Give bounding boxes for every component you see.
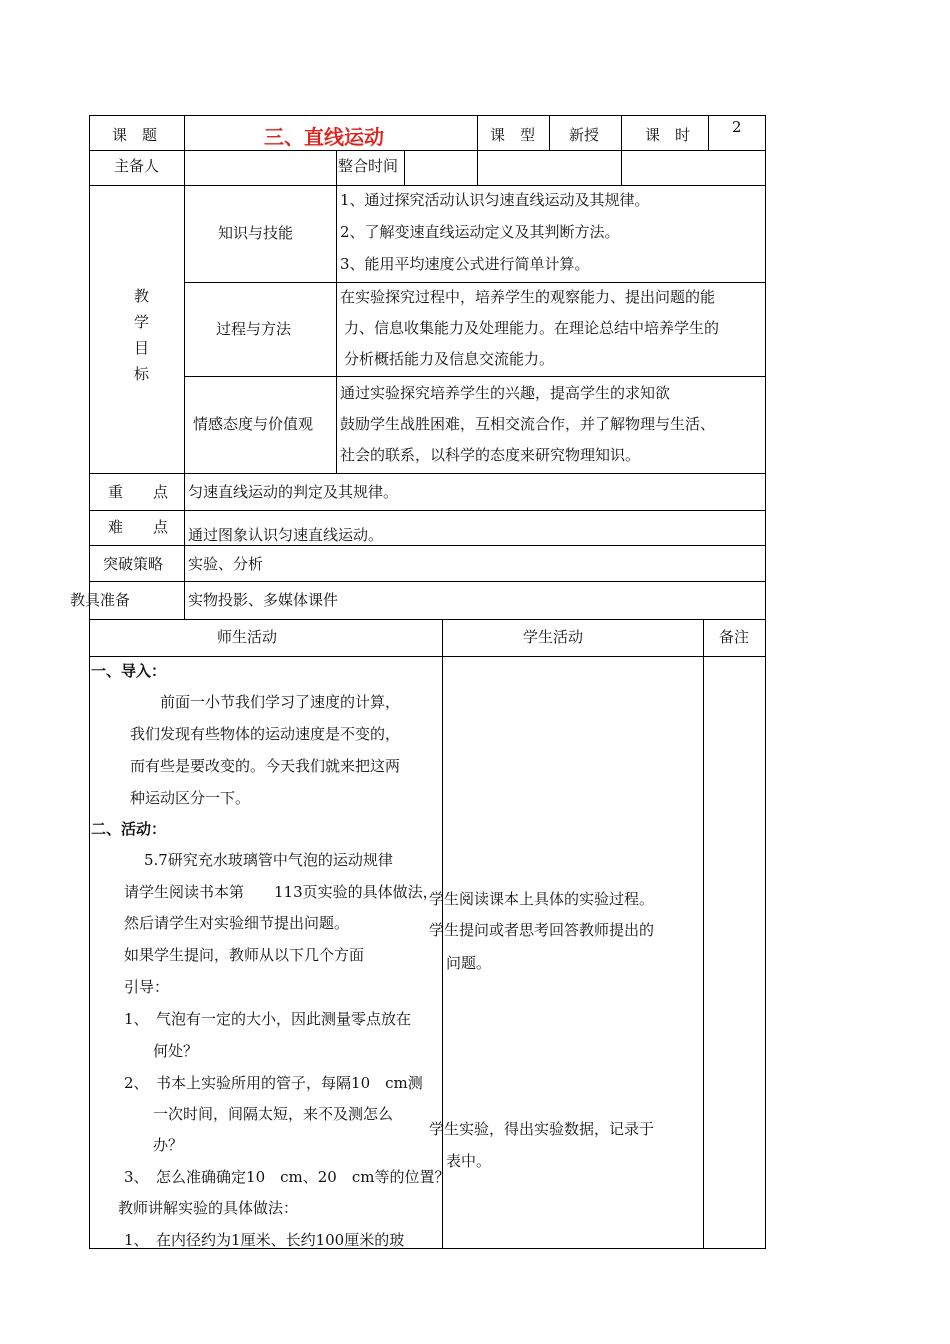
- prep-value: 实物投影、多媒体课件: [188, 591, 339, 609]
- difficult-point-value: 通过图象认识匀速直线运动。: [188, 526, 384, 544]
- knowledge-label: 知识与技能: [218, 224, 294, 242]
- lesson-title: 三、直线运动: [264, 125, 384, 149]
- strategy-label: 突破策略: [103, 555, 164, 573]
- notes-column-header: 备注: [719, 628, 750, 646]
- student-column-header: 学生活动: [523, 628, 584, 646]
- difficult-point-label: 难 点: [108, 518, 169, 536]
- type-value: 新授: [569, 126, 600, 144]
- teacher-column-header: 师生活动: [217, 628, 278, 646]
- preparer-label: 主备人: [114, 157, 160, 175]
- prep-label: 教具准备: [70, 591, 131, 609]
- key-point-label: 重 点: [108, 483, 169, 501]
- process-label: 过程与方法: [216, 320, 292, 338]
- attitude-label: 情感态度与价值观: [193, 415, 314, 433]
- integrate-time-label: 整合时间: [338, 157, 399, 175]
- hours-label: 课 时: [645, 126, 691, 144]
- strategy-value: 实验、分析: [188, 555, 264, 573]
- topic-label: 课 题: [112, 126, 158, 144]
- hours-value: 2: [732, 118, 742, 136]
- type-label: 课 型: [490, 126, 536, 144]
- key-point-value: 匀速直线运动的判定及其规律。: [188, 483, 399, 501]
